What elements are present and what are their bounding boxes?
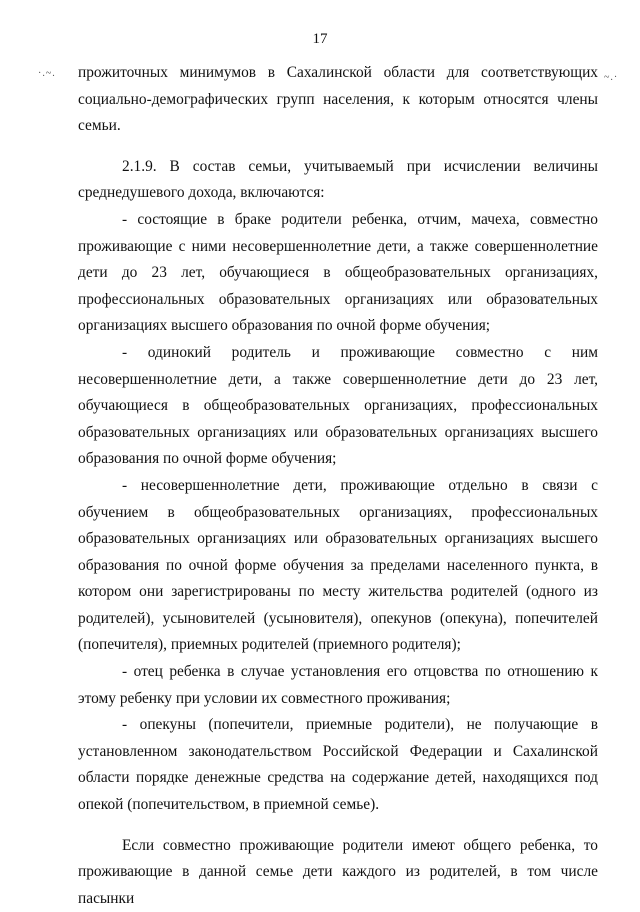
paragraph-common-child: Если совместно проживающие родители имеют общего ребенка, то проживающие в данной семье дети каждого из родителей, в том числе пасынки <box>78 836 598 907</box>
list-item-minors-living-separately: - несовершеннолетние дети, проживающие отдельно в связи с обучением в общеобразовательных организациях, профессиональных образовательных организациях или образовательных организациях высшего образования по очной форме обучения за пределами населенного пункта, в котором они зарегистрированы по месту жительства родителей (одного из родителей), усыновителей (усыновителя), опекунов (опекуна), попечителей (попечителя), приемных родителей (приемного родителя); <box>78 476 598 654</box>
document-body <box>78 60 598 912</box>
list-item-guardians: - опекуны (попечители, приемные родители), не получающие в установленном законодательством Российской Федерации и Сахалинской области порядке денежные средства на содержание детей, находящихся под опекой (попечительством, в приемной семье). <box>78 716 598 814</box>
paragraph-continuation: прожиточных минимумов в Сахалинской области для соответствующих социально-демографических групп населения, к которым относятся члены семьи. <box>78 64 598 135</box>
list-item-father: - отец ребенка в случае установления его отцовства по отношению к этому ребенку при условии их совместного проживания; <box>78 663 598 707</box>
list-item-married-parents: - состоящие в браке родители ребенка, отчим, мачеха, совместно проживающие с ними несовершеннолетние дети, а также совершеннолетние дети до 23 лет, обучающиеся в общеобразовательных организациях, профессиональных образовательных организациях или образовательных организациях высшего образования по очной форме обучения; <box>78 210 598 335</box>
list-item-single-parent: - одинокий родитель и проживающие совместно с ним несовершеннолетние дети, а также совершеннолетние дети до 23 лет, обучающиеся в общеобразовательных организациях, профессиональных образовательных организациях или образовательных организациях высшего образования по очной форме обучения; <box>78 343 598 468</box>
scan-artifact-right: ~.· <box>604 72 619 83</box>
scan-artifact-left: ·.~. <box>38 68 56 79</box>
page-number: 17 <box>312 31 328 47</box>
paragraph-2-1-9: 2.1.9. В состав семьи, учитываемый при исчислении величины среднедушевого дохода, включаются: <box>78 157 598 202</box>
